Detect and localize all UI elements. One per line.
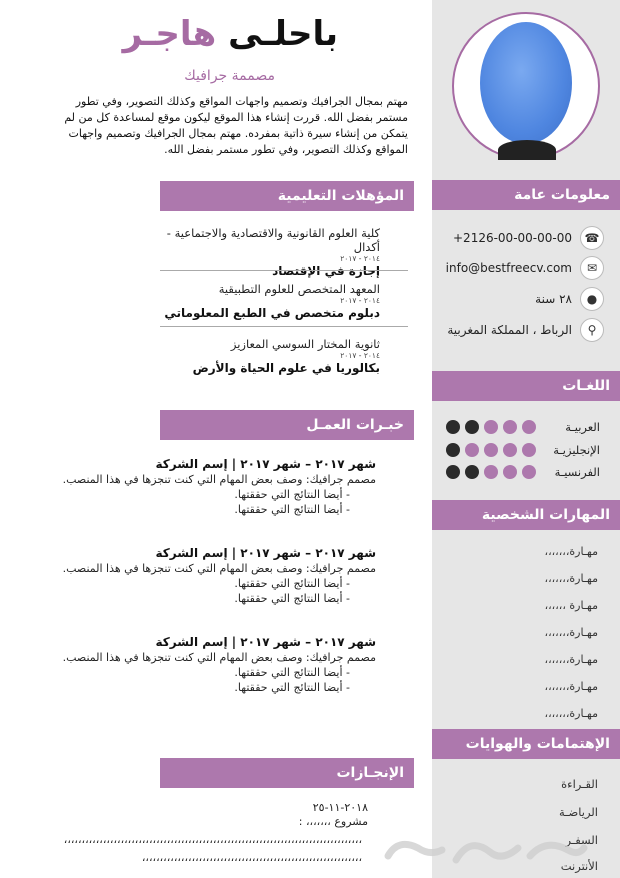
skills-header: المهارات الشخصية [432,500,620,530]
level-dot [503,443,517,457]
education-degree: إجازة في الإقتصاد [272,264,380,278]
job-bullet-text: أيضا النتائج التي حققتها. [234,503,343,516]
person-icon: ● [580,287,604,311]
education-years: ٢٠١٤ - ٢٠١٧ [340,351,380,360]
profile-photo [452,12,600,160]
skill-item: مهـارة،،،،،،، [544,707,598,720]
education-item [160,337,380,376]
job-heading: شهر ٢٠١٧ – شهر ٢٠١٧ | إسم الشركة [155,635,376,649]
photo-collar [498,140,556,160]
education-years: ٢٠١٤ - ٢٠١٧ [340,254,380,263]
level-dot [503,420,517,434]
job-description: مصمم جرافيك: وصف بعض المهام التي كنت تنجزها في هذا المنصب. [62,562,376,575]
contact-age [438,286,604,312]
level-dot [522,465,536,479]
skill-item: مهـارة،،،،،،، [544,680,598,693]
job-bullet: - أيضا النتائج التي حققتها. [234,488,350,501]
language-level [446,465,536,479]
education-years: ٢٠١٤ - ٢٠١٧ [340,296,380,305]
mail-icon: ✉ [580,256,604,280]
level-dot [484,420,498,434]
skill-item: مهـارة،،،،،،، [544,545,598,558]
contact-phone [438,225,604,251]
education-school: ثانوية المختار السوسي المعازيز [230,337,380,351]
hobby-item: السفـر [565,833,598,847]
phone-text: +2126-00-00-00-00 [453,231,572,245]
job-item [60,456,376,517]
hobby-item: القـراءة [561,777,598,791]
job-bullet: - أيضا النتائج التي حققتها. [234,681,350,694]
language-row [430,441,600,459]
divider [160,270,408,271]
profile-summary: مهتم بمجال الجرافيك وتصميم واجهات المواقع وكذلك التصوير، وفي تطور مستمر بفضل الله. قررت إنشاء هذا الموقع ليكون موقع لمساعدة كل من لم يتمكن من إنشاء سيرة ذاتية بمفرده. مهتم بمجال الجرافيك وتصميم واجهات المواقع وكذلك التصوير، وفي تطور مستمر بفضل الله. [64,95,408,156]
level-dot [465,443,479,457]
job-bullet: - أيضا النتائج التي حققتها. [234,577,350,590]
level-dot [484,443,498,457]
job-heading: شهر ٢٠١٧ – شهر ٢٠١٧ | إسم الشركة [155,546,376,560]
language-level [446,420,536,434]
education-degree: دبلوم متخصص في الطبع المعلوماتي [164,306,380,320]
divider [160,326,408,327]
education-school: المعهد المتخصص للعلوم التطبيقية [218,282,380,296]
level-dot [446,465,460,479]
location-pin-icon: ⚲ [580,318,604,342]
achievement-line: ،،،،،،،،،،،،،،،،،،،،،،،،،،،،،،،،،،،،،،،،،،،،،،،،،،،،،،،،،،،،،، [141,851,362,864]
watermark-logo [378,826,592,878]
achievements-header: الإنجـازات [160,758,414,788]
job-item [60,634,376,695]
general-info-header: معلومات عامة [432,180,620,210]
job-bullet-text: أيضا النتائج التي حققتها. [234,488,343,501]
job-bullet-text: أيضا النتائج التي حققتها. [234,592,343,605]
language-name: العربيـة [565,420,600,434]
first-name: باحلـى [228,14,338,54]
level-dot [484,465,498,479]
full-name [123,14,338,54]
level-dot [522,420,536,434]
level-dot [465,420,479,434]
education-school: كلية العلوم القانونية والاقتصادية والاجتماعية - أكدال [166,226,380,254]
phone-icon: ☎ [580,226,604,250]
level-dot [446,443,460,457]
job-description: مصمم جرافيك: وصف بعض المهام التي كنت تنجزها في هذا المنصب. [62,651,376,664]
achievement-line: ،،،،،،،،،،،،،،،،،،،،،،،،،،،،،،،،،،،،،،،،،،،،،،،،،،،،،،،،،،،،،،،،،،،،،،،،،،،،،،،،،،،، [63,833,362,846]
photo-placeholder [480,22,572,144]
language-name: الفرنسيـة [554,465,600,479]
last-name: هاجـر [122,14,217,54]
job-item [60,545,376,606]
skill-item: مهـارة،،،،،،، [544,626,598,639]
address-text: الرباط ، المملكة المغربية [447,323,572,337]
level-dot [503,465,517,479]
job-bullet: - أيضا النتائج التي حققتها. [234,666,350,679]
job-bullet: - أيضا النتائج التي حققتها. [234,503,350,516]
language-level [446,443,536,457]
hobby-item: الرياضـة [558,805,598,819]
education-item [160,226,380,279]
job-bullet-text: أيضا النتائج التي حققتها. [234,666,343,679]
skill-item: مهـارة ،،،،،، [544,599,598,612]
language-row [430,463,600,481]
education-degree: بكالوريا في علوم الحياة والأرض [192,361,380,375]
language-name: الإنجليزيـة [553,443,600,457]
age-text: ٢٨ سنة [535,292,572,306]
achievement-date: ٢٠١٨-١١-٢٥ [312,801,368,814]
achievement-project: مشروع ،،،،،،، : [298,815,368,828]
contact-address [438,317,604,343]
email-text: info@bestfreecv.com [445,261,572,275]
skill-item: مهـارة،،،،،،، [544,572,598,585]
education-item [160,282,380,321]
contact-email [438,255,604,281]
job-description: مصمم جرافيك: وصف بعض المهام التي كنت تنجزها في هذا المنصب. [62,473,376,486]
education-header: المؤهلات التعليمية [160,181,414,211]
job-bullet-text: أيضا النتائج التي حققتها. [234,681,343,694]
languages-header: اللغـات [432,371,620,401]
level-dot [465,465,479,479]
skill-item: مهـارة،،،،،،، [544,653,598,666]
level-dot [446,420,460,434]
job-bullet-text: أيضا النتائج التي حققتها. [234,577,343,590]
job-heading: شهر ٢٠١٧ – شهر ٢٠١٧ | إسم الشركة [155,457,376,471]
hobbies-header: الإهتمامات والهوايات [432,729,620,759]
job-bullet: - أيضا النتائج التي حققتها. [234,592,350,605]
job-title: مصممة جرافيك [184,68,275,84]
language-row [430,418,600,436]
hobby-item: الأنترنت [560,859,598,873]
level-dot [522,443,536,457]
experience-header: خبـرات العمـل [160,410,414,440]
